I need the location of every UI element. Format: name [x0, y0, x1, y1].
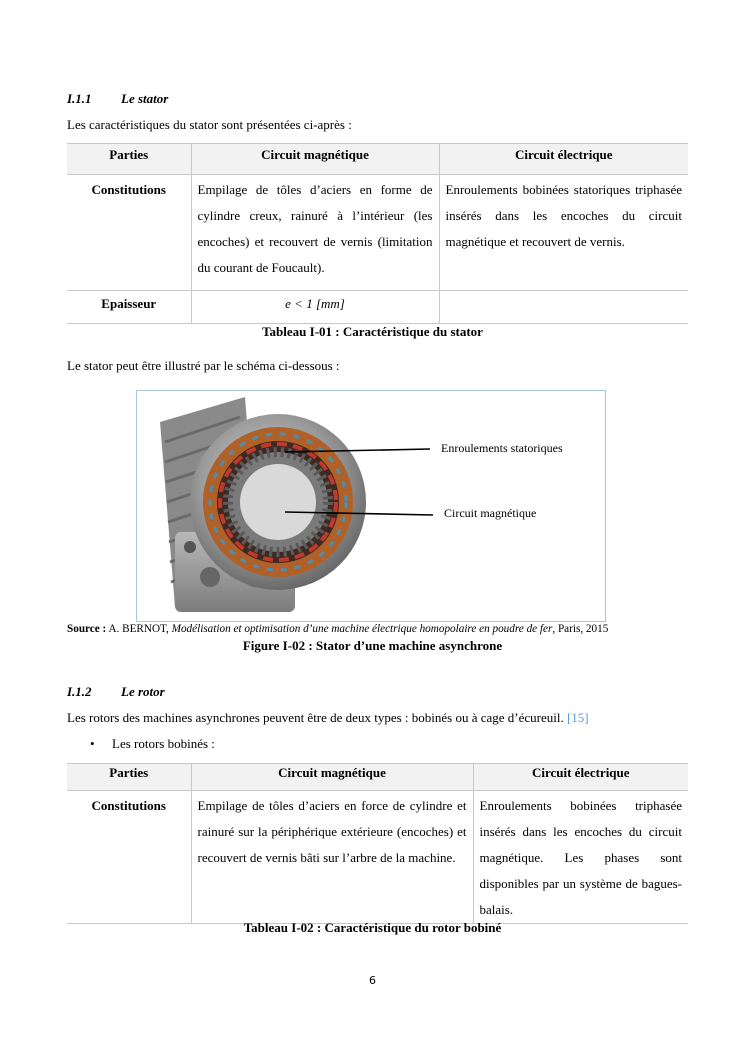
column-header: Circuit électrique: [473, 764, 688, 791]
section-title: Le rotor: [121, 684, 165, 699]
table-cell: Enroulements bobinées statoriques triphasée insérés dans les encoches du circuit magnétique et recouvert de vernis.: [439, 175, 688, 291]
source-author: A. BERNOT,: [108, 623, 169, 635]
stator-table: [67, 143, 688, 324]
section-number: I.1.2: [67, 684, 92, 699]
table-cell: Empilage de tôles d’aciers en forme de cylindre creux, rainuré à l’intérieur (les encoches) et recouvert de vernis (limitation du courant de Foucault).: [191, 175, 439, 291]
column-header: Parties: [67, 144, 191, 175]
stator-intro-text: Les caractéristiques du stator sont présentées ci-après :: [67, 117, 352, 132]
table-caption: Tableau I-01 : Caractéristique du stator: [262, 324, 483, 339]
column-header: Circuit électrique: [439, 144, 688, 175]
bullet-text: Les rotors bobinés :: [112, 736, 215, 751]
figure-intro-text: Le stator peut être illustré par le schéma ci-dessous :: [67, 358, 340, 373]
column-header: Parties: [67, 764, 191, 791]
row-header: Constitutions: [67, 175, 191, 291]
callout-magnetic-circuit: Circuit magnétique: [444, 506, 537, 520]
reference-link[interactable]: [15]: [566, 710, 589, 725]
table-row: [67, 291, 688, 324]
rotor-table: [67, 763, 688, 924]
callout-lines: [285, 440, 435, 520]
section-heading-stator: [67, 91, 168, 107]
column-header: Circuit magnétique: [191, 764, 473, 791]
row-header: Epaisseur: [67, 291, 191, 324]
figure-source: [67, 623, 608, 635]
callout-windings: Enroulements statoriques: [441, 441, 563, 455]
figure-caption: Figure I-02 : Stator d’une machine asynchrone: [242, 638, 503, 653]
rotor-intro: Les rotors des machines asynchrones peuvent être de deux types : bobinés ou à cage d’écureuil.: [67, 710, 564, 725]
page-number: 6: [369, 974, 376, 987]
section-title: Le stator: [121, 91, 169, 106]
column-header: Circuit magnétique: [191, 144, 439, 175]
row-header: Constitutions: [67, 791, 191, 924]
section-heading-rotor: [67, 684, 165, 700]
table-cell: Empilage de tôles d’aciers en force de cylindre et rainuré sur la périphérique extérieure (encoches) et recouvert de vernis bâti sur l’arbre de la machine.: [191, 791, 473, 924]
table-cell: [439, 291, 688, 324]
table-caption: Tableau I-02 : Caractéristique du rotor bobiné: [243, 920, 502, 935]
table-cell-formula: e < 1 [mm]: [191, 291, 439, 324]
section-number: I.1.1: [67, 91, 92, 106]
table-row: [67, 175, 688, 291]
source-title: Modélisation et optimisation d’une machine électrique homopolaire en poudre de fer: [171, 623, 553, 635]
bullet-icon: •: [90, 736, 95, 751]
bullet-item: [90, 736, 215, 752]
table-header-row: [67, 764, 688, 791]
table-cell: Enroulements bobinées triphasée insérés dans les encoches du circuit magnétique. Les phases sont disponibles par un système de bagues-balais.: [473, 791, 688, 924]
source-suffix: , Paris, 2015: [552, 623, 609, 635]
rotor-intro-text: [67, 709, 589, 727]
source-prefix: Source :: [67, 623, 107, 635]
table-header-row: [67, 144, 688, 175]
table-row: [67, 791, 688, 924]
